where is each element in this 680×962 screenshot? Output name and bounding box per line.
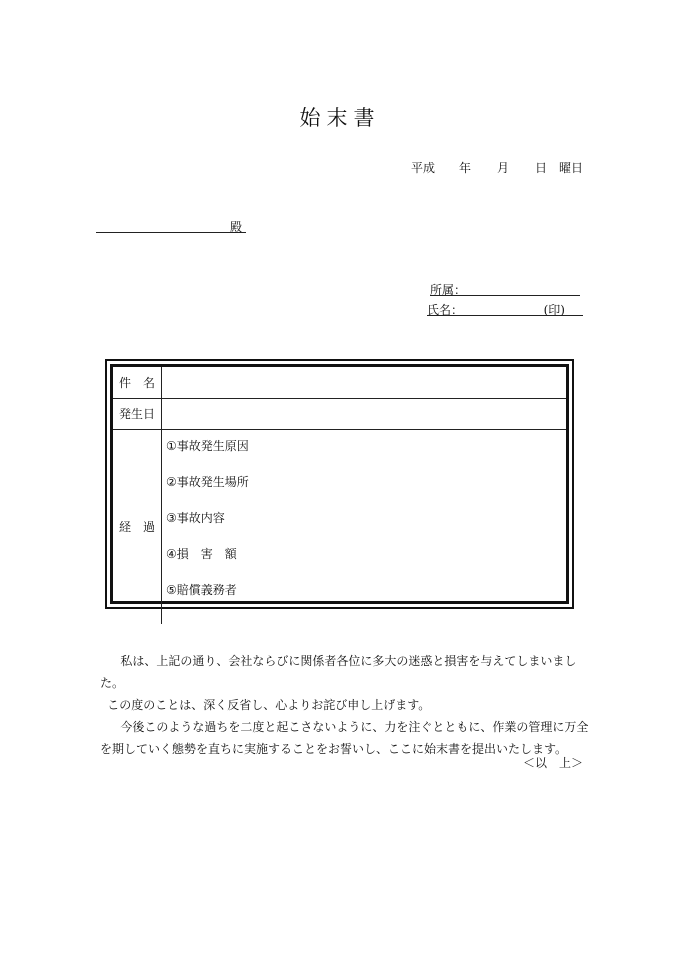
date-line [411,159,583,176]
process-item-damage: ④損 害 額 [166,546,237,561]
incident-table [113,367,566,624]
affiliation-label: 所属： [430,283,467,297]
date-weekday: 曜日 [558,161,583,175]
process-label: 経 過 [113,429,162,624]
name-field[interactable] [427,301,583,316]
date-value-cell[interactable] [162,398,567,429]
body-paragraph-2: この度のことは、深く反省し、心よりお詫び申し上げます。 [107,698,431,712]
date-day: 日 [534,161,547,175]
closing-mark: ＜以 上＞ [522,756,583,770]
affiliation-field[interactable] [430,281,580,296]
seal-mark: (印) [543,303,565,317]
body-paragraph-3: 今後このような過ちを二度と起こさないように、力を注ぐとともに、作業の管理に万全を期していく態勢を直ちに実施することをお誓いし、ここに始末書を提出いたします。 [100,720,589,756]
date-era: 平成 [410,161,435,175]
addressee-suffix: 殿 [230,220,243,234]
table-row [113,429,566,624]
name-label: 氏名： [427,303,464,317]
incident-table-frame [105,359,574,609]
process-item-location: ②事故発生場所 [166,474,249,489]
incident-table-inner [110,364,569,604]
subject-label: 件 名 [113,367,162,398]
apology-body [100,650,590,760]
addressee-field[interactable] [96,232,246,233]
table-row [113,367,566,398]
process-item-liable-party: ⑤賠償義務者 [166,582,237,597]
subject-value-cell[interactable] [162,367,567,398]
process-items-cell[interactable] [162,429,567,624]
document-title: 始末書 [299,106,381,130]
date-month: 月 [496,161,509,175]
date-year: 年 [458,161,471,175]
process-item-cause: ①事故発生原因 [166,438,249,453]
table-row [113,398,566,429]
body-paragraph-1: 私は、上記の通り、会社ならびに関係者各位に多大の迷惑と損害を与えてしまいました。 [100,654,577,690]
process-item-details: ③事故内容 [166,510,225,525]
date-label: 発生日 [113,398,162,429]
